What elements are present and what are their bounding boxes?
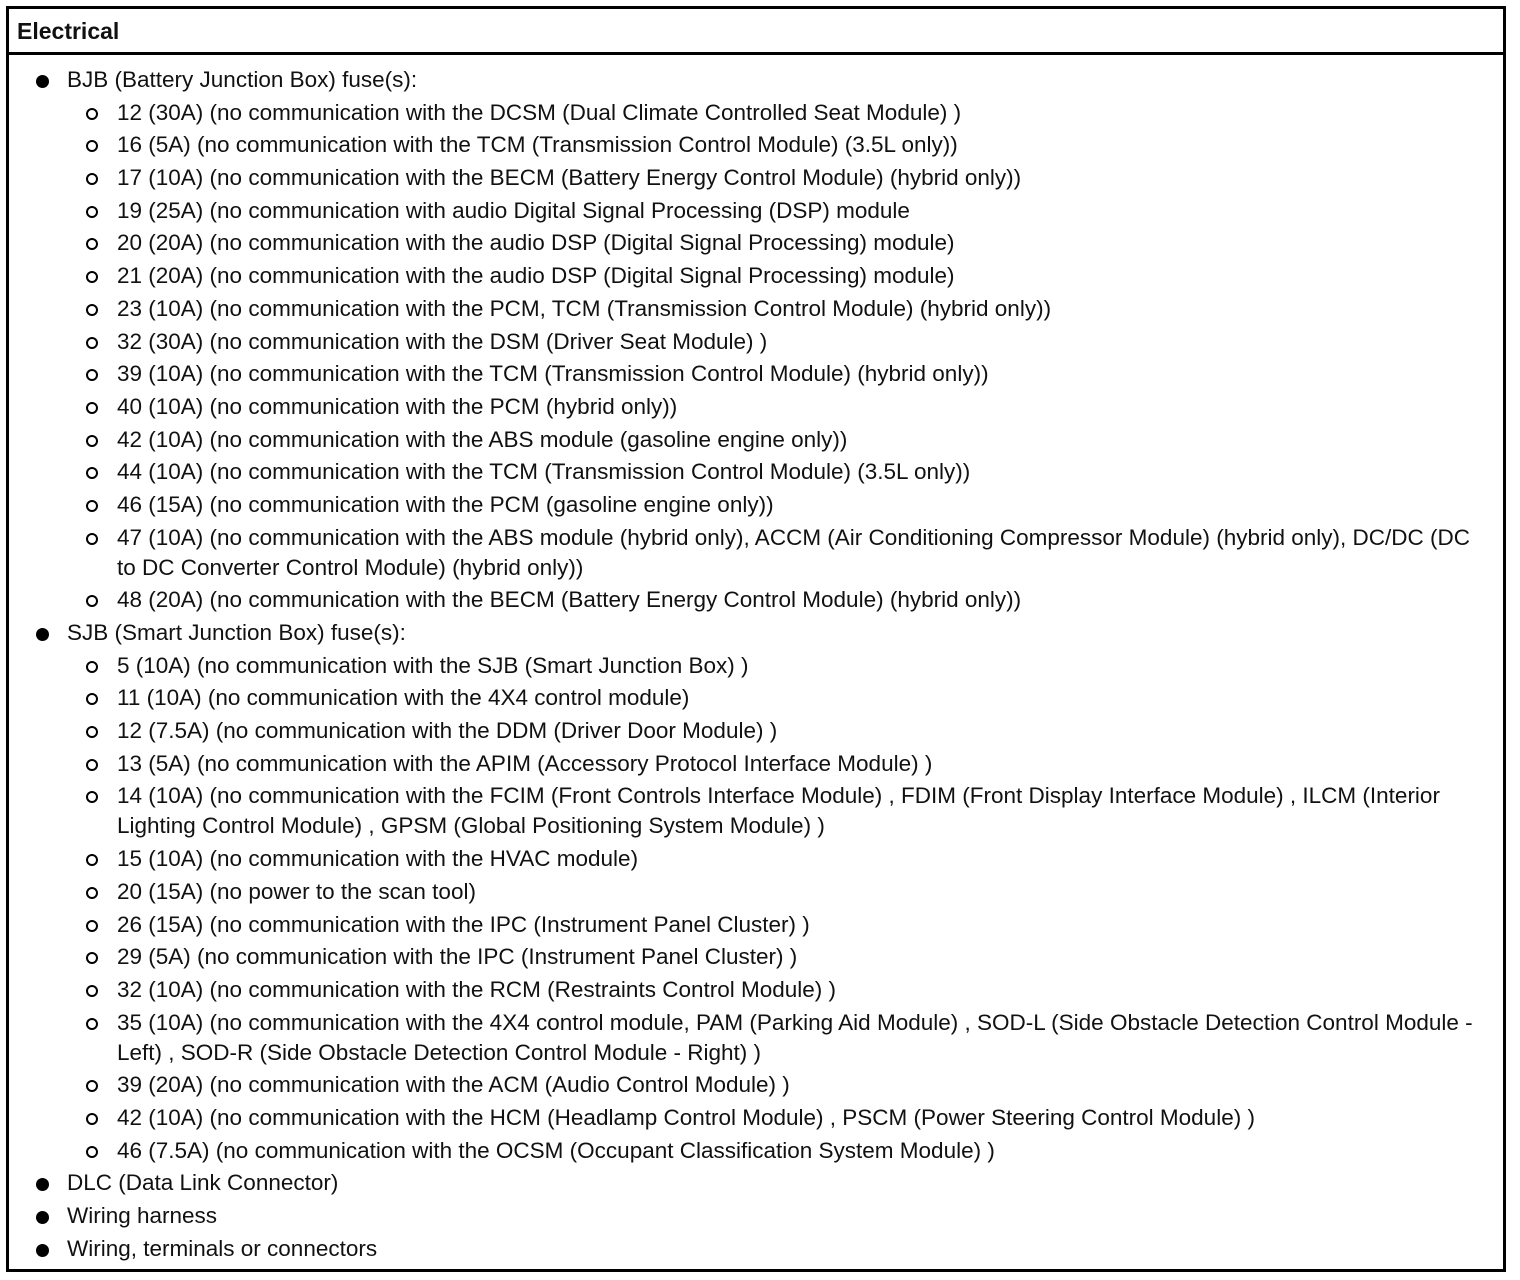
bullet-disc-icon [36, 628, 49, 641]
sub-list-item [9, 523, 1503, 583]
bullet-circle-icon [86, 759, 98, 771]
sub-list-item [9, 490, 1503, 520]
sub-list-item [9, 294, 1503, 324]
list-item [9, 618, 1503, 648]
bullet-circle-icon [86, 791, 98, 803]
sub-list-item-text: 12 (7.5A) (no communication with the DDM (Driver Door Module) ) [117, 718, 778, 744]
electrical-table [6, 6, 1506, 1272]
bullet-circle-icon [86, 920, 98, 932]
sub-list-item-text: 20 (20A) (no communication with the audio DSP (Digital Signal Processing) module) [117, 230, 955, 256]
sub-list-item-text: 5 (10A) (no communication with the SJB (Smart Junction Box) ) [117, 652, 749, 678]
list-item [9, 1168, 1503, 1198]
bullet-circle-icon [86, 173, 98, 185]
sub-list-item [9, 457, 1503, 487]
table-header [9, 9, 1503, 55]
bullet-circle-icon [86, 140, 98, 152]
sub-list-item [9, 196, 1503, 226]
sub-list-item-text: 46 (15A) (no communication with the PCM (gasoline engine only)) [117, 491, 774, 517]
sub-list-item-text: 32 (30A) (no communication with the DSM (Driver Seat Module) ) [117, 328, 768, 354]
sub-list-item-text: 39 (20A) (no communication with the ACM (Audio Control Module) ) [117, 1072, 790, 1098]
list-item [9, 1234, 1503, 1264]
sub-list-item-text: 26 (15A) (no communication with the IPC (Instrument Panel Cluster) ) [117, 911, 810, 937]
bullet-circle-icon [86, 271, 98, 283]
bullet-circle-icon [86, 595, 98, 607]
sub-list-item [9, 877, 1503, 907]
sub-list-item-text: 42 (10A) (no communication with the HCM (Headlamp Control Module) , PSCM (Power Steering Control Module) ) [117, 1104, 1255, 1130]
sub-list-item-text: 19 (25A) (no communication with audio Digital Signal Processing (DSP) module [117, 197, 910, 223]
list-item [9, 65, 1503, 95]
sub-list-item [9, 1103, 1503, 1133]
sub-list-item-text: 11 (10A) (no communication with the 4X4 control module) [117, 685, 690, 711]
sub-list-item-text: 20 (15A) (no power to the scan tool) [117, 878, 476, 904]
list-item-text: Wiring, terminals or connectors [67, 1235, 378, 1261]
sub-list-item [9, 1008, 1503, 1068]
sub-list-item [9, 683, 1503, 713]
list-item [9, 1201, 1503, 1231]
bullet-circle-icon [86, 435, 98, 447]
bullet-circle-icon [86, 693, 98, 705]
bullet-circle-icon [86, 661, 98, 673]
sub-list-item [9, 327, 1503, 357]
bullet-circle-icon [86, 206, 98, 218]
sub-list-item-text: 35 (10A) (no communication with the 4X4 control module, PAM (Parking Aid Module) , SOD-L (Side Obstacle Detection Control Module - Left) , SOD-R (Side Obstacle Detection Control Module - Right) ) [117, 1009, 1473, 1065]
sub-list-item [9, 130, 1503, 160]
sub-list-item [9, 910, 1503, 940]
bullet-circle-icon [86, 467, 98, 479]
sub-list-item-text: 21 (20A) (no communication with the audio DSP (Digital Signal Processing) module) [117, 263, 955, 289]
sub-list-item-text: 48 (20A) (no communication with the BECM (Battery Energy Control Module) (hybrid only)) [117, 587, 1022, 613]
sub-list-item-text: 29 (5A) (no communication with the IPC (Instrument Panel Cluster) ) [117, 944, 798, 970]
bullet-circle-icon [86, 985, 98, 997]
sub-list-item-text: 14 (10A) (no communication with the FCIM (Front Controls Interface Module) , FDIM (Front Display Interface Module) , ILCM (Interior Lighting Control Module) , GPSM (Global Positioning System Module) ) [117, 783, 1440, 839]
sub-list-item-text: 39 (10A) (no communication with the TCM (Transmission Control Module) (hybrid only)) [117, 361, 989, 387]
sub-list-item [9, 749, 1503, 779]
bullet-circle-icon [86, 402, 98, 414]
sub-list-item [9, 942, 1503, 972]
bullet-disc-icon [36, 1211, 49, 1224]
bullet-disc-icon [36, 1244, 49, 1257]
sub-list-item-text: 32 (10A) (no communication with the RCM (Restraints Control Module) ) [117, 976, 837, 1002]
sub-list-item-text: 12 (30A) (no communication with the DCSM (Dual Climate Controlled Seat Module) ) [117, 99, 962, 125]
sub-list-item [9, 228, 1503, 258]
sub-list-item-text: 15 (10A) (no communication with the HVAC module) [117, 846, 639, 872]
bullet-circle-icon [86, 238, 98, 250]
bullet-circle-icon [86, 533, 98, 545]
sub-list-item-text: 42 (10A) (no communication with the ABS module (gasoline engine only)) [117, 426, 848, 452]
list-item-text: DLC (Data Link Connector) [67, 1170, 339, 1196]
sub-list-item-text: 17 (10A) (no communication with the BECM (Battery Energy Control Module) (hybrid only)) [117, 165, 1022, 191]
bullet-circle-icon [86, 726, 98, 738]
bullet-circle-icon [86, 887, 98, 899]
sub-list-item-text: 16 (5A) (no communication with the TCM (Transmission Control Module) (3.5L only)) [117, 132, 958, 158]
list-item-text: Wiring harness [67, 1203, 218, 1228]
sub-list-item-text: 47 (10A) (no communication with the ABS module (hybrid only), ACCM (Air Conditioning Compressor Module) (hybrid only), DC/DC (DC to DC Converter Control Module) (hybrid only)) [117, 524, 1470, 580]
bullet-circle-icon [86, 1146, 98, 1158]
bullet-circle-icon [86, 1018, 98, 1030]
sub-list-item [9, 425, 1503, 455]
list-item-text: BJB (Battery Junction Box) fuse(s): [67, 67, 418, 92]
sub-list-item [9, 163, 1503, 193]
sub-list-item-text: 40 (10A) (no communication with the PCM (hybrid only)) [117, 393, 678, 419]
sub-list-item [9, 1070, 1503, 1100]
sub-list-item [9, 261, 1503, 291]
bullet-circle-icon [86, 108, 98, 120]
sub-list-item [9, 392, 1503, 422]
sub-list-item [9, 651, 1503, 681]
bullet-circle-icon [86, 1080, 98, 1092]
sub-list-item [9, 781, 1503, 841]
sub-list-item [9, 585, 1503, 615]
bullet-circle-icon [86, 369, 98, 381]
bullet-circle-icon [86, 854, 98, 866]
bullet-disc-icon [36, 1178, 49, 1191]
bullet-circle-icon [86, 952, 98, 964]
sub-list-item-text: 46 (7.5A) (no communication with the OCSM (Occupant Classification System Module) ) [117, 1137, 995, 1163]
sub-list-item [9, 359, 1503, 389]
sub-list-item [9, 98, 1503, 128]
section-title: Electrical [17, 18, 120, 44]
sub-list-item-text: 23 (10A) (no communication with the PCM, TCM (Transmission Control Module) (hybrid only)) [117, 295, 1052, 321]
bullet-circle-icon [86, 337, 98, 349]
bullet-circle-icon [86, 1113, 98, 1125]
bullet-circle-icon [86, 304, 98, 316]
sub-list-item [9, 1136, 1503, 1166]
sub-list-item [9, 844, 1503, 874]
sub-list-item [9, 975, 1503, 1005]
bullet-circle-icon [86, 500, 98, 512]
sub-list-item [9, 716, 1503, 746]
item-list [9, 55, 1503, 1264]
list-item-text: SJB (Smart Junction Box) fuse(s): [67, 620, 406, 645]
bullet-disc-icon [36, 75, 49, 88]
sub-list-item-text: 44 (10A) (no communication with the TCM (Transmission Control Module) (3.5L only)) [117, 459, 971, 485]
sub-list-item-text: 13 (5A) (no communication with the APIM (Accessory Protocol Interface Module) ) [117, 750, 933, 776]
